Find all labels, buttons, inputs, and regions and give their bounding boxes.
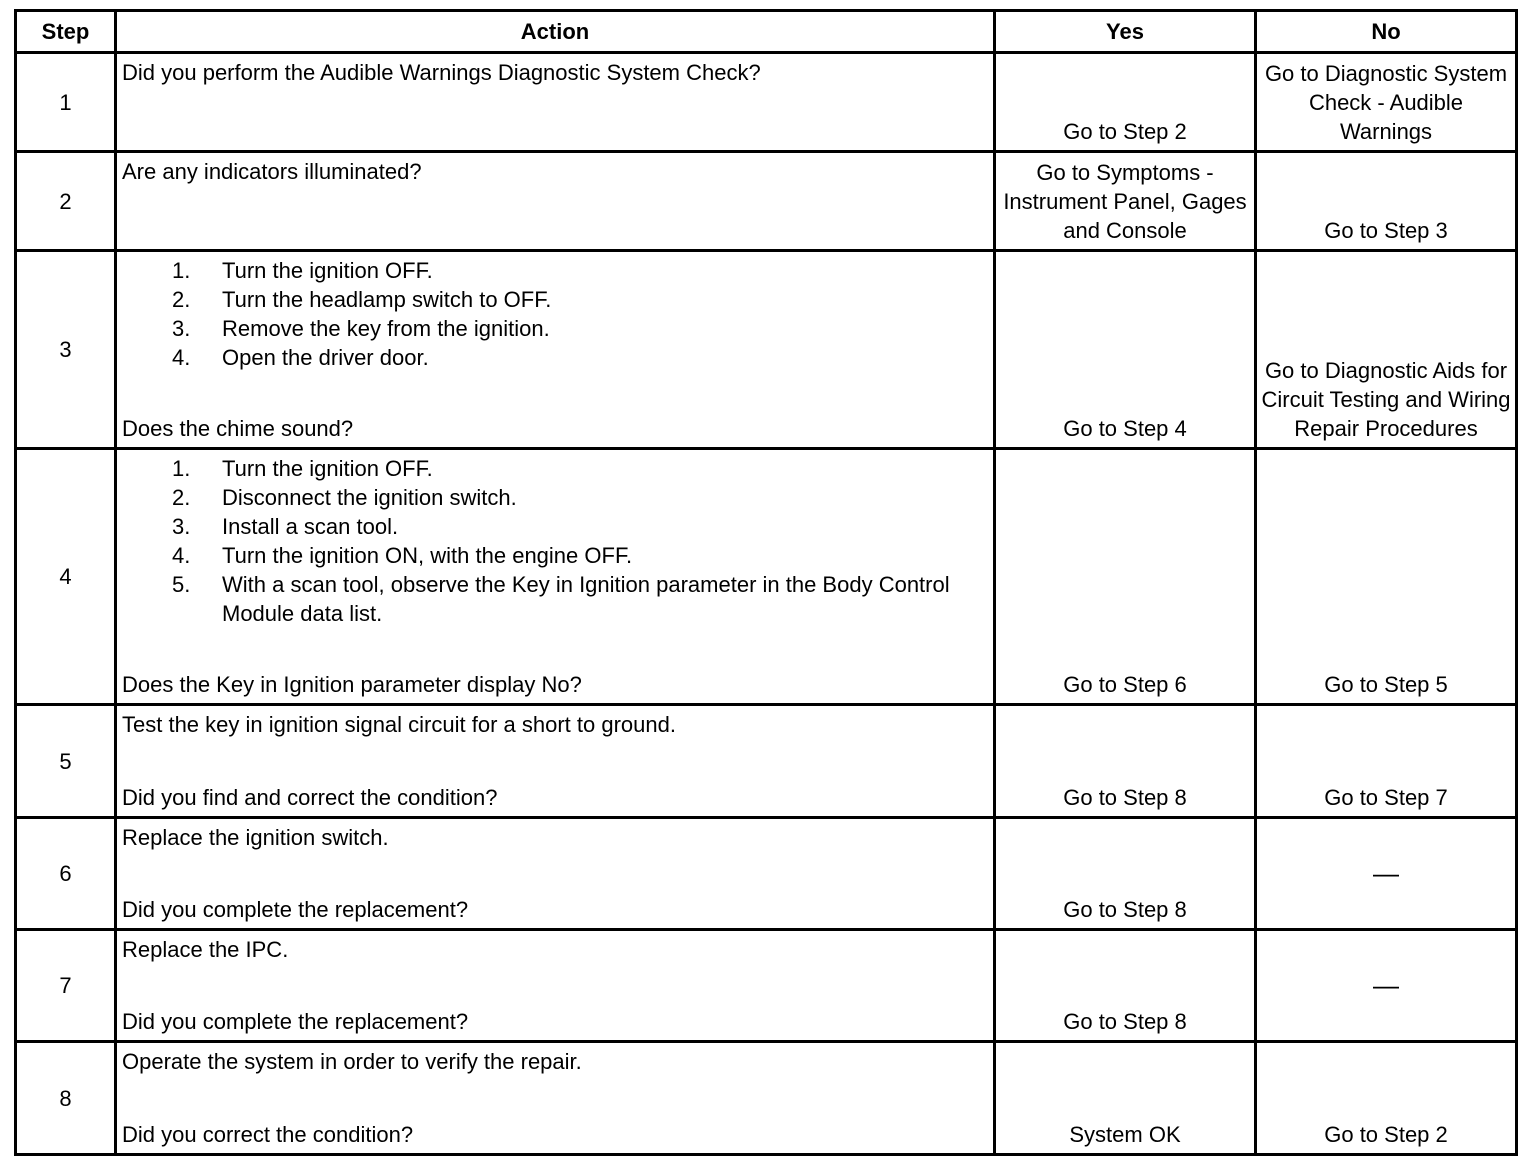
step-number: 2 <box>16 152 116 251</box>
yes-cell: Go to Step 6 <box>995 449 1256 705</box>
header-row <box>16 11 1517 53</box>
table-row <box>16 53 1517 152</box>
yes-cell: Go to Step 4 <box>995 251 1256 449</box>
no-cell: Go to Step 3 <box>1256 152 1517 251</box>
step-number: 5 <box>16 705 116 818</box>
step-number: 1 <box>16 53 116 152</box>
header-step: Step <box>16 11 116 53</box>
action-cell <box>116 251 995 449</box>
action-text: Are any indicators illuminated? <box>122 159 422 184</box>
header-yes: Yes <box>995 11 1256 53</box>
no-cell: Go to Step 7 <box>1256 705 1517 818</box>
step-number: 7 <box>16 930 116 1042</box>
action-text: Test the key in ignition signal circuit for a short to ground. <box>122 712 676 737</box>
list-item: 3. Install a scan tool. <box>172 514 399 539</box>
action-text: Replace the IPC. <box>122 937 289 962</box>
list-item: 1. Turn the ignition OFF. <box>172 456 433 481</box>
yes-cell: Go to Step 8 <box>995 818 1256 930</box>
yes-cell: Go to Step 8 <box>995 930 1256 1042</box>
no-cell: — <box>1256 930 1517 1042</box>
table-row <box>16 251 1517 449</box>
table-row <box>16 818 1517 930</box>
table-row <box>16 449 1517 705</box>
header-action: Action <box>116 11 995 53</box>
procedure-list <box>122 256 987 372</box>
action-cell <box>116 449 995 705</box>
yes-cell: Go to Symptoms - Instrument Panel, Gages and Console <box>995 152 1256 251</box>
action-text: Did you perform the Audible Warnings Diagnostic System Check? <box>122 60 761 85</box>
step-number: 6 <box>16 818 116 930</box>
action-text: Operate the system in order to verify the repair. <box>122 1049 582 1074</box>
action-question: Does the Key in Ignition parameter display No? <box>122 672 582 697</box>
yes-cell: System OK <box>995 1042 1256 1155</box>
action-question: Did you complete the replacement? <box>122 1009 469 1034</box>
procedure-list <box>122 454 987 628</box>
action-cell <box>116 53 995 152</box>
no-cell: Go to Step 5 <box>1256 449 1517 705</box>
no-cell: — <box>1256 818 1517 930</box>
action-question: Does the chime sound? <box>122 416 354 441</box>
diagnostic-table <box>14 9 1518 1156</box>
list-item: 4. Open the driver door. <box>172 345 429 370</box>
step-number: 8 <box>16 1042 116 1155</box>
table-row <box>16 1042 1517 1155</box>
action-cell <box>116 705 995 818</box>
list-item: 3. Remove the key from the ignition. <box>172 316 550 341</box>
list-item: 5. With a scan tool, observe the Key in Ignition parameter in the Body Control Module data list. <box>172 572 950 626</box>
action-question: Did you complete the replacement? <box>122 897 469 922</box>
action-text: Replace the ignition switch. <box>122 825 389 850</box>
action-cell <box>116 152 995 251</box>
list-item: 2. Disconnect the ignition switch. <box>172 485 517 510</box>
no-cell: Go to Diagnostic System Check - Audible Warnings <box>1256 53 1517 152</box>
action-cell <box>116 818 995 930</box>
no-cell: Go to Diagnostic Aids for Circuit Testing and Wiring Repair Procedures <box>1256 251 1517 449</box>
no-cell: Go to Step 2 <box>1256 1042 1517 1155</box>
yes-cell: Go to Step 8 <box>995 705 1256 818</box>
yes-cell: Go to Step 2 <box>995 53 1256 152</box>
step-number: 4 <box>16 449 116 705</box>
step-number: 3 <box>16 251 116 449</box>
list-item: 2. Turn the headlamp switch to OFF. <box>172 287 552 312</box>
action-question: Did you correct the condition? <box>122 1122 414 1147</box>
action-cell <box>116 1042 995 1155</box>
list-item: 1. Turn the ignition OFF. <box>172 258 433 283</box>
list-item: 4. Turn the ignition ON, with the engine OFF. <box>172 543 633 568</box>
table-row <box>16 705 1517 818</box>
table-row <box>16 152 1517 251</box>
action-cell <box>116 930 995 1042</box>
header-no: No <box>1256 11 1517 53</box>
action-question: Did you find and correct the condition? <box>122 785 498 810</box>
table-row <box>16 930 1517 1042</box>
